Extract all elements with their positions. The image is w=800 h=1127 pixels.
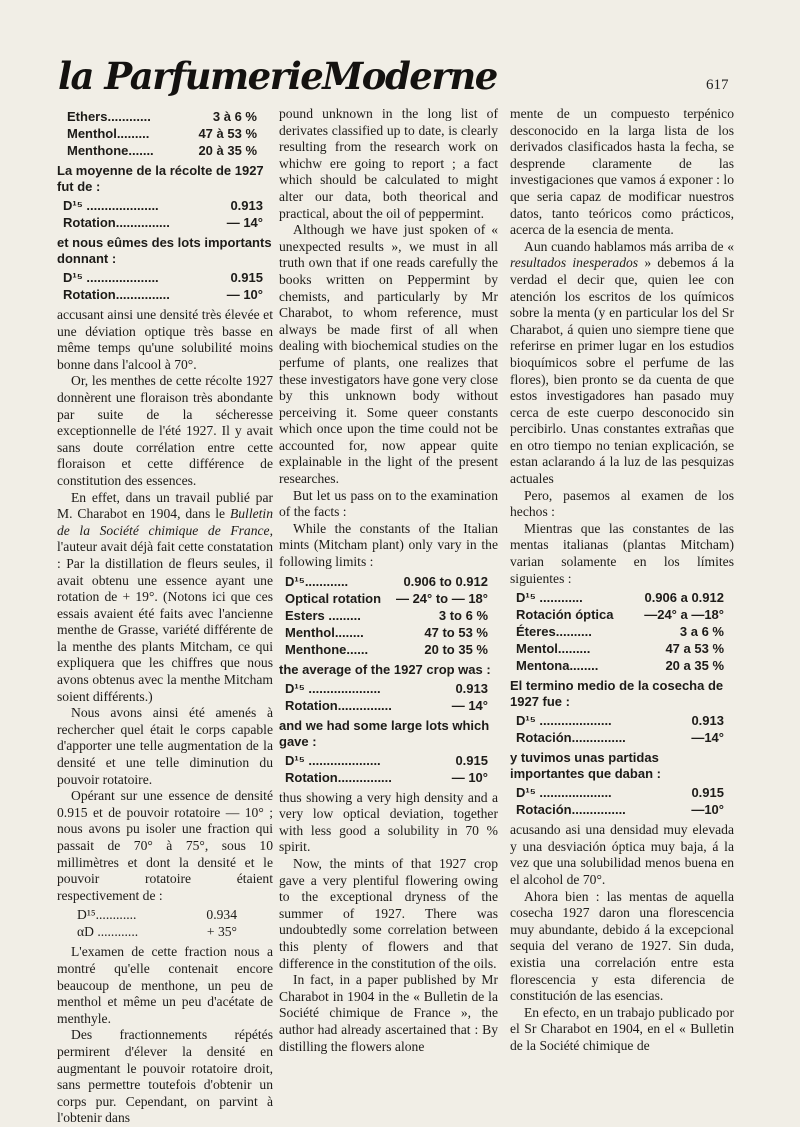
table-row: D¹⁵............ 0.906 to 0.912	[285, 573, 488, 589]
constants-table	[279, 573, 498, 658]
table-row: Rotación............... —14°	[516, 730, 724, 746]
table-row: Mentol......... 47 a 53 %	[516, 641, 724, 657]
table-row: Menthol........ 47 to 53 %	[285, 624, 488, 640]
paragraph: acusando asi una densidad muy elevada y una desviación óptica muy baja, á la vez que una solubilidad menos buena en el alcohol de 70°.	[510, 822, 734, 887]
paragraph: In fact, in a paper published by Mr Charabot in 1904 in the « Bulletin de la Société chimique de France », the author had already ascertained that : By distilling the flowers alone	[279, 972, 498, 1054]
table-row: Rotación óptica —24° a —18°	[516, 607, 724, 623]
paragraph: Opérant sur une essence de densité 0.915 et de pouvoir rotatoire — 10° ; nous avons pu isoler une fraction qui passait de 70° à 75°, sous 10 millimètres et dont la densité et le pouvoir rotatoire étaient respectivement de :	[57, 788, 273, 903]
column-english	[279, 106, 498, 1055]
constants-table	[510, 712, 734, 746]
constants-table	[279, 752, 498, 786]
table-row: αD ............ + 35°	[77, 924, 237, 940]
table-row: D¹⁵ ............ 0.906 a 0.912	[516, 590, 724, 606]
column-french	[57, 106, 273, 1127]
table-row: Rotation............... — 14°	[63, 215, 263, 230]
table-row: Rotation............... — 10°	[63, 287, 263, 302]
table-row: Éteres.......... 3 a 6 %	[516, 624, 724, 640]
table-row: D¹⁵ .................... 0.915	[63, 270, 263, 285]
constants-table	[510, 784, 734, 818]
table-row: D¹⁵ .................... 0.913	[63, 198, 263, 213]
paragraph: L'examen de cette fraction nous a montré qu'elle contenait encore beaucoup de menthone, un peu de menthol et même un peu d'acétate de menthyle.	[57, 944, 273, 1026]
paragraph: Des fractionnements répétés permirent d'élever la densité en augmentant le pouvoir rotatoire droit, sans permettre toutefois d'obtenir un corps pur. Cependant, on parvint à l'obtenir dans	[57, 1027, 273, 1126]
table-row: Optical rotation — 24° to — 18°	[285, 590, 488, 606]
paragraph: pound unknown in the long list of derivates classified up to date, is clearly resulting from the research work on whichw ere going to report ; a fact which should be calculated to might alter our data, both theorical and practical, about the oil of peppermint.	[279, 106, 498, 221]
section-heading: La moyenne de la récolte de 1927 fut de :	[57, 163, 264, 194]
constants-table	[57, 108, 273, 159]
column-spanish	[510, 106, 734, 1055]
paragraph: En efecto, en un trabajo publicado por el Sr Charabot en 1904, en el « Bulletin de la Société chimique de	[510, 1004, 734, 1053]
table-row: Ethers............ 3 à 6 %	[67, 109, 257, 124]
paragraph: Nous avons ainsi été amenés à rechercher quel était le corps capable d'apporter une telle augmentation de la densité et une telle diminution du pouvoir rotatoire.	[57, 705, 273, 787]
paragraph: Although we have just spoken of « unexpected results », we must in all truth own that if one reads carefully the books written on Peppermint by chemists, and particularly by Mr Charabot, to whom reference, must always be made first of all when dealing with biochemical studies on the perfume of plants, one realizes that these investigators have gone very close by this unknown body without perceiving it. Some queer constants which once upon the time could not be accounted for, now appear quite explainable in the light of the present researches.	[279, 222, 498, 487]
table-row: D¹⁵ .................... 0.913	[516, 713, 724, 729]
constants-table	[279, 680, 498, 714]
table-row: Menthol......... 47 à 53 %	[67, 126, 257, 141]
table-row: D¹⁵ .................... 0.913	[285, 680, 488, 696]
section-heading: El termino medio de la cosecha de 1927 fue :	[510, 678, 724, 710]
masthead-logo: la ParfumerieModerne	[58, 54, 497, 98]
constants-table	[57, 269, 273, 303]
paragraph: En effet, dans un travail publié par M. Charabot en 1904, dans le Bulletin de la Société chimique de France, l'auteur avait déjà fait cette constatation : Par la distillation de fleurs seules, il avait obtenu une essence ayant une rotation de + 19°. (Notons ici que ces essais avaient été faits avec l'ancienne menthe de Grasse, variété différente de la menthe des plants Mitcham, ce qui expliquera que les chiffres que nous avons obtenus avec la menthe Mitcham soient différents.)	[57, 489, 273, 704]
journal-title: Bulletin de la Société chimique de France	[57, 506, 273, 538]
constants-table	[57, 197, 273, 231]
table-row: D¹⁵ .................... 0.915	[516, 785, 724, 801]
paragraph: Aun cuando hablamos más arriba de « resultados inesperados » debemos á la verdad el decir que, quien lee con atención los escritos de los químicos sobre la menta (y en particular los del Sr Charabot, á quien uno siempre tiene que referirse en primer lugar en los estudios bioquímicos sobre el perfume de las flores), bien pronto se da cuenta de que estos investigadores han pasado muy cerca de este cuerpo desconocido sin percibirlo. Unas constantes extrañas que en otro tiempo no tenian explicación, se estan aclarando á la luz de las pesquizas actuales	[510, 238, 734, 487]
table-row: Menthone....... 20 à 35 %	[67, 143, 257, 158]
table-row: D¹⁵............ 0.934	[77, 907, 237, 923]
page-number: 617	[706, 77, 729, 93]
paragraph: thus showing a very high density and a very low optical deviation, together with less good a solubility in 70 % spirit.	[279, 789, 498, 855]
section-heading: et nous eûmes des lots importants donnant :	[57, 235, 272, 266]
paragraph: But let us pass on to the examination of the facts :	[279, 487, 498, 520]
table-row: D¹⁵ .................... 0.915	[285, 752, 488, 768]
table-row: Rotación............... —10°	[516, 802, 724, 818]
paragraph: mente de un compuesto terpénico desconocido en la larga lista de los derivados clasificados hasta la fecha, se desprende claramente de las investigaciones que vamos á exponer : lo que seria capaz de modificar nuestros datos, tanto teóricos como prácticos, acerca de la esencia de menta.	[510, 106, 734, 238]
paragraph: While the constants of the Italian mints (Mitcham plant) only vary in the following limits :	[279, 520, 498, 570]
constants-table	[510, 589, 734, 674]
paragraph: accusant ainsi une densité très élevée et une déviation optique très basse en même temps qu'une solubilité moins bonne dans l'alcool à 70°.	[57, 307, 273, 372]
section-heading: the average of the 1927 crop was :	[279, 661, 491, 677]
section-heading: and we had some large lots which gave :	[279, 717, 490, 749]
paragraph: Ahora bien : las mentas de aquella cosecha 1927 daron una florescencia muy abundante, debido á la excepcional sequia del verano de 1927. Sin duda, existia una correlación entre esta florescencia y esta diferencia de constitución de las esencias.	[510, 888, 734, 1004]
fraction-table	[57, 906, 273, 940]
paragraph: Mientras que las constantes de las mentas italianas (plantas Mitcham) varian solamente en los límites siguientes :	[510, 520, 734, 586]
section-heading: y tuvimos unas partidas importantes que daban :	[510, 750, 661, 782]
paragraph: Pero, pasemos al examen de los hechos :	[510, 487, 734, 520]
table-row: Rotation............... — 10°	[285, 769, 488, 785]
paragraph: Now, the mints of that 1927 crop gave a very plentiful flowering owing to the exceptional dryness of the summer of 1927. There was undoubtedly some correlation between this plenty of flowers and that difference in the constitution of the oils.	[279, 856, 498, 971]
table-row: Esters ......... 3 to 6 %	[285, 607, 488, 623]
paragraph: Or, les menthes de cette récolte 1927 donnèrent une floraison très abondante par suite de la sécheresse exceptionnelle de l'été 1927. Il y avait sans doute corrélation entre cette floraison et cette différence de constitution des essences.	[57, 373, 273, 488]
table-row: Rotation............... — 14°	[285, 697, 488, 713]
table-row: Menthone...... 20 to 35 %	[285, 641, 488, 657]
table-row: Mentona........ 20 a 35 %	[516, 658, 724, 674]
